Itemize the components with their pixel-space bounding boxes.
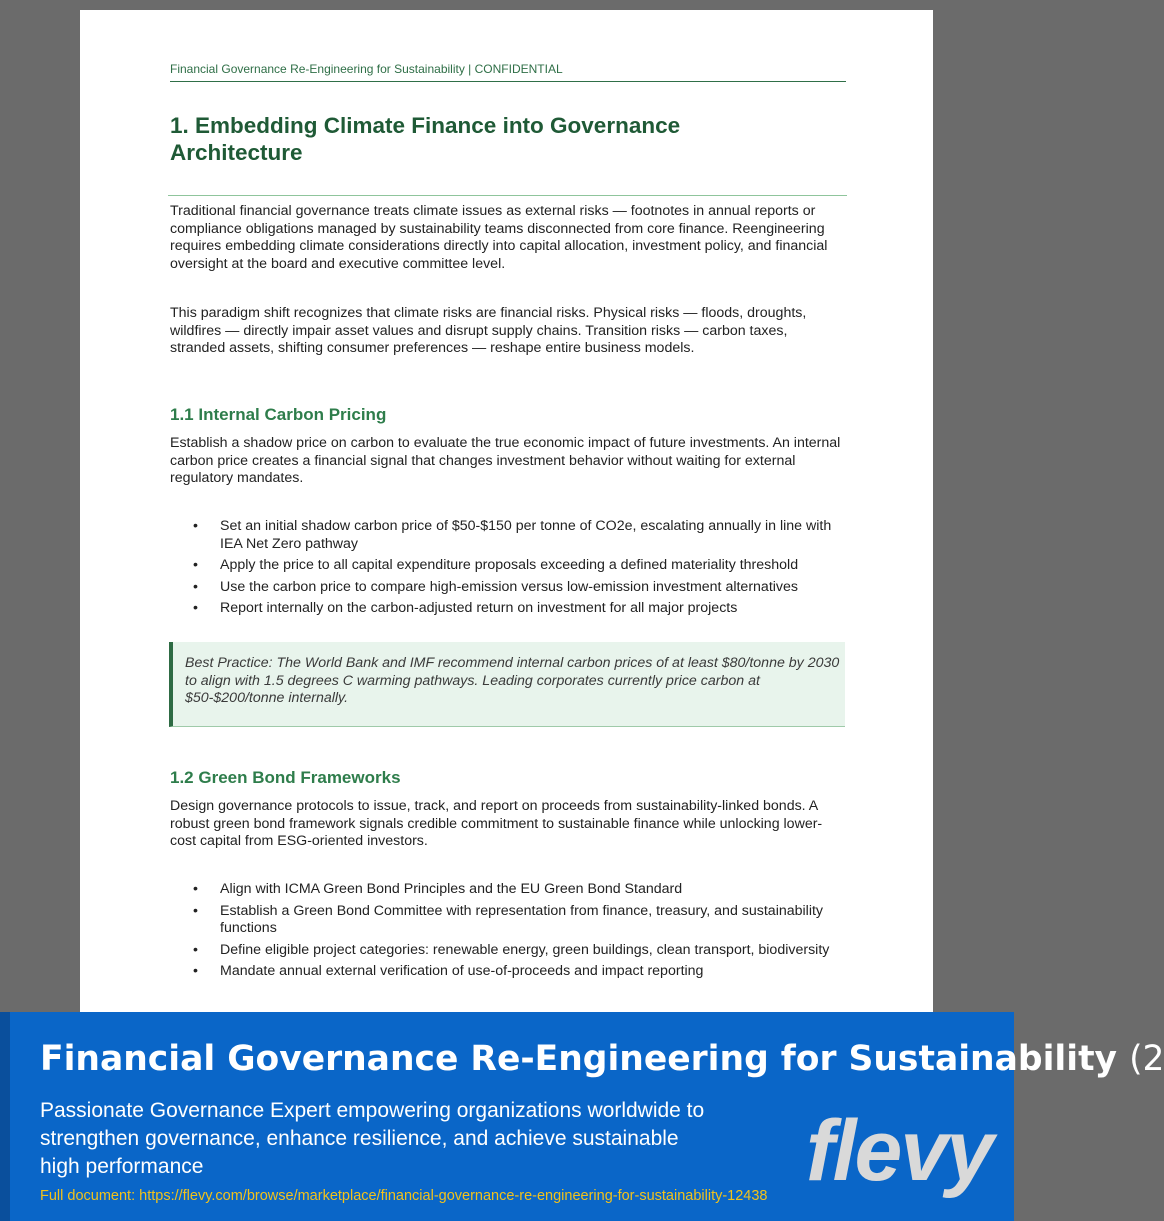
callout-text: Best Practice: The World Bank and IMF recommend internal carbon prices of at least $80/tonne by 2030 to align with 1.5 degrees C warming pathways. Leading corporates currently price carbon at $50-$200/tonne internally. — [185, 655, 840, 707]
subsection-title-carbon-pricing: 1.1 Internal Carbon Pricing — [170, 405, 387, 424]
banner-title-suffix: (2 — [1129, 1039, 1164, 1079]
list-item: • Establish a Green Bond Committee with representation from finance, treasury, and sustainability functions — [193, 902, 824, 937]
document-page — [80, 10, 933, 1020]
carbon-pricing-list — [170, 518, 846, 622]
bullet-icon: • — [193, 578, 198, 595]
list-item: • Apply the price to all capital expenditure proposals exceeding a defined materiality threshold — [193, 557, 799, 574]
carbon-pricing-paragraph: Establish a shadow price on carbon to evaluate the true economic impact of future investments. An internal carbon price creates a financial signal that changes investment behavior without waiting for external regulatory mandates. — [170, 435, 841, 487]
list-item: • Define eligible project categories: renewable energy, green buildings, clean transport, biodiversity — [193, 941, 830, 958]
best-practice-callout — [169, 642, 845, 727]
bullet-icon: • — [193, 963, 198, 980]
green-bonds-paragraph: Design governance protocols to issue, track, and report on proceeds from sustainability-linked bonds. A robust green bond framework signals credible commitment to sustainable finance while unlocking lower-cost capital from ESG-oriented investors. — [170, 798, 823, 850]
running-header: Financial Governance Re-Engineering for Sustainability | CONFIDENTIAL — [170, 62, 846, 82]
flevy-logo: flevy — [806, 1103, 993, 1199]
bullet-icon: • — [193, 941, 198, 958]
list-item: • Align with ICMA Green Bond Principles and the EU Green Bond Standard — [193, 881, 683, 897]
subsection-title-green-bonds: 1.2 Green Bond Frameworks — [170, 768, 401, 787]
section-title: 1. Embedding Climate Finance into Governance Architecture — [170, 113, 681, 165]
banner-title: Financial Governance Re-Engineering for Sustainability (2 — [40, 1039, 1164, 1079]
bullet-icon: • — [193, 557, 198, 574]
full-document-link[interactable]: Full document: https://flevy.com/browse/marketplace/financial-governance-re-engineering-for-sustainability-12438 — [40, 1188, 768, 1204]
bullet-icon: • — [193, 902, 198, 919]
list-item: • Use the carbon price to compare high-emission versus low-emission investment alternatives — [193, 578, 798, 595]
bullet-icon: • — [193, 518, 198, 534]
bullet-icon: • — [193, 600, 198, 617]
intro-paragraph-2: This paradigm shift recognizes that climate risks are financial risks. Physical risks — floods, droughts, wildfires — directly impair asset values and disrupt supply chains. Transition risks — carbon taxes, stranded assets, shifting consumer preferences — reshape entire business models. — [170, 305, 807, 357]
title-divider — [168, 195, 847, 196]
list-item: • Set an initial shadow carbon price of $50-$150 per tonne of CO2e, escalating annually in line with IEA Net Zero pathway — [193, 518, 832, 552]
list-item: • Report internally on the carbon-adjusted return on investment for all major projects — [193, 600, 738, 617]
banner-edge — [0, 1012, 10, 1221]
bullet-icon: • — [193, 881, 198, 897]
banner-subtitle: Passionate Governance Expert empowering organizations worldwide to strengthen governance, enhance resilience, and achieve sustainable high performance — [40, 1099, 705, 1178]
list-item: • Mandate annual external verification of use-of-proceeds and impact reporting — [193, 963, 704, 980]
intro-paragraph-1: Traditional financial governance treats climate issues as external risks — footnotes in annual reports or compliance obligations managed by sustainability teams disconnected from core finance. Reengineering requires embedding climate considerations directly into capital allocation, investment policy, and financial oversight at the board and executive committee level. — [170, 203, 828, 272]
green-bonds-list — [170, 881, 846, 985]
